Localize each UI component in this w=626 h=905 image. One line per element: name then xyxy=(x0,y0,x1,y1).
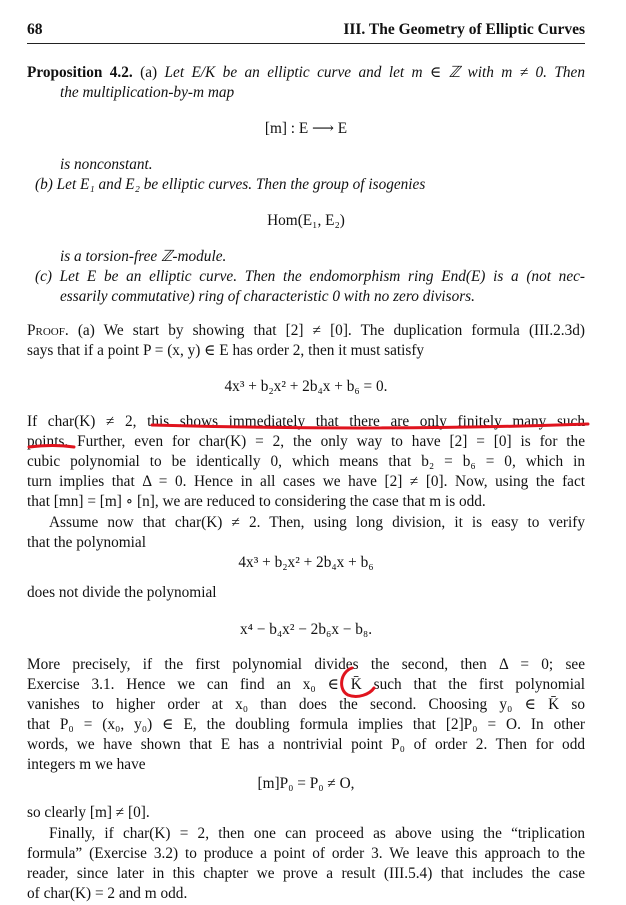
proof-text: reader, since later in this chapter we prove a result (III.5.4) that includes the case xyxy=(27,865,585,882)
proof-text: that the polynomial xyxy=(27,534,146,551)
proposition-text: essarily commutative) ring of characteristic 0 with no zero divisors. xyxy=(60,288,475,305)
display-equation: [m] : E ⟶ E xyxy=(264,120,348,137)
header-rule xyxy=(27,43,585,44)
proof-text: More precisely, if the first polynomial divides the second, then Δ = 0; see xyxy=(27,656,585,673)
display-equation: [m]P₀ = P₀ ≠ O, xyxy=(257,775,355,792)
proof-label: Proof. xyxy=(27,322,69,339)
proof-text: Finally, if char(K) = 2, then one can proceed as above using the “triplication xyxy=(49,825,585,842)
display-equation: 4x³ + b₂x² + 2b₄x + b₆ xyxy=(238,554,374,571)
proof-text: so clearly [m] ≠ [0]. xyxy=(27,804,150,821)
display-equation: 4x³ + b₂x² + 2b₄x + b₆ = 0. xyxy=(224,378,388,395)
proposition-text: is a torsion-free ℤ-module. xyxy=(60,248,227,265)
proof-text: does not divide the polynomial xyxy=(27,584,217,601)
proof-text: (a) We start by showing that [2] ≠ [0]. The duplication formula (III.2.3d) xyxy=(77,322,586,339)
proof-text: cubic polynomial to be identically 0, which means that b₂ = b₆ = 0, which in xyxy=(27,453,585,470)
proposition-part-a-tag: (a) xyxy=(140,64,158,81)
display-equation: Hom(E₁, E₂) xyxy=(267,212,345,229)
proof-text: turn implies that Δ = 0. Hence in all cases we have [2] ≠ [0]. Now, using the fact xyxy=(27,473,585,490)
proposition-line xyxy=(27,64,585,82)
proof-text: says that if a point P = (x, y) ∈ E has order 2, then it must satisfy xyxy=(27,342,425,359)
proof-text: If char(K) ≠ 2, this shows immediately that there are only finitely many such xyxy=(27,413,585,430)
display-equation: x⁴ − b₄x² − 2b₆x − b₈. xyxy=(239,621,373,638)
proposition-label: Proposition 4.2. xyxy=(27,64,133,81)
proof-text: vanishes to higher order at x₀ than does the second. Choosing y₀ ∈ K̄ so xyxy=(27,696,585,713)
proposition-text: (c) Let E be an elliptic curve. Then the endomorphism ring End(E) is a (not nec- xyxy=(35,268,585,285)
running-title: III. The Geometry of Elliptic Curves xyxy=(343,21,585,38)
proof-line xyxy=(27,322,585,340)
proof-text: formula” (Exercise 3.2) to produce a point of order 3. We leave this approach to the xyxy=(27,845,585,862)
proposition-text: the multiplication-by-m map xyxy=(60,84,235,101)
page-number: 68 xyxy=(27,21,43,38)
proof-text: words, we have shown that E has a nontrivial point P₀ of order 2. Then for odd xyxy=(27,736,585,753)
proposition-text: is nonconstant. xyxy=(60,156,153,173)
proof-text: that P₀ = (x₀, y₀) ∈ E, the doubling formula implies that [2]P₀ = O. In other xyxy=(27,716,585,733)
proof-text: points. Further, even for char(K) = 2, the only way to have [2] = [0] is for the xyxy=(27,433,585,450)
proof-text: Exercise 3.1. Hence we can find an x₀ ∈ K̄ such that the first polynomial xyxy=(27,676,585,693)
proof-text: that [mn] = [m] ∘ [n], we are reduced to considering the case that m is odd. xyxy=(27,493,486,510)
proposition-text: Let E/K be an elliptic curve and let m ∈ ℤ with m ≠ 0. Then xyxy=(164,64,585,81)
proof-text: integers m we have xyxy=(27,756,146,773)
proof-text: of char(K) = 2 and m odd. xyxy=(27,885,188,902)
proposition-text: (b) Let E₁ and E₂ be elliptic curves. Then the group of isogenies xyxy=(35,176,426,193)
page xyxy=(27,0,585,905)
proof-text: Assume now that char(K) ≠ 2. Then, using long division, it is easy to verify xyxy=(49,514,585,531)
